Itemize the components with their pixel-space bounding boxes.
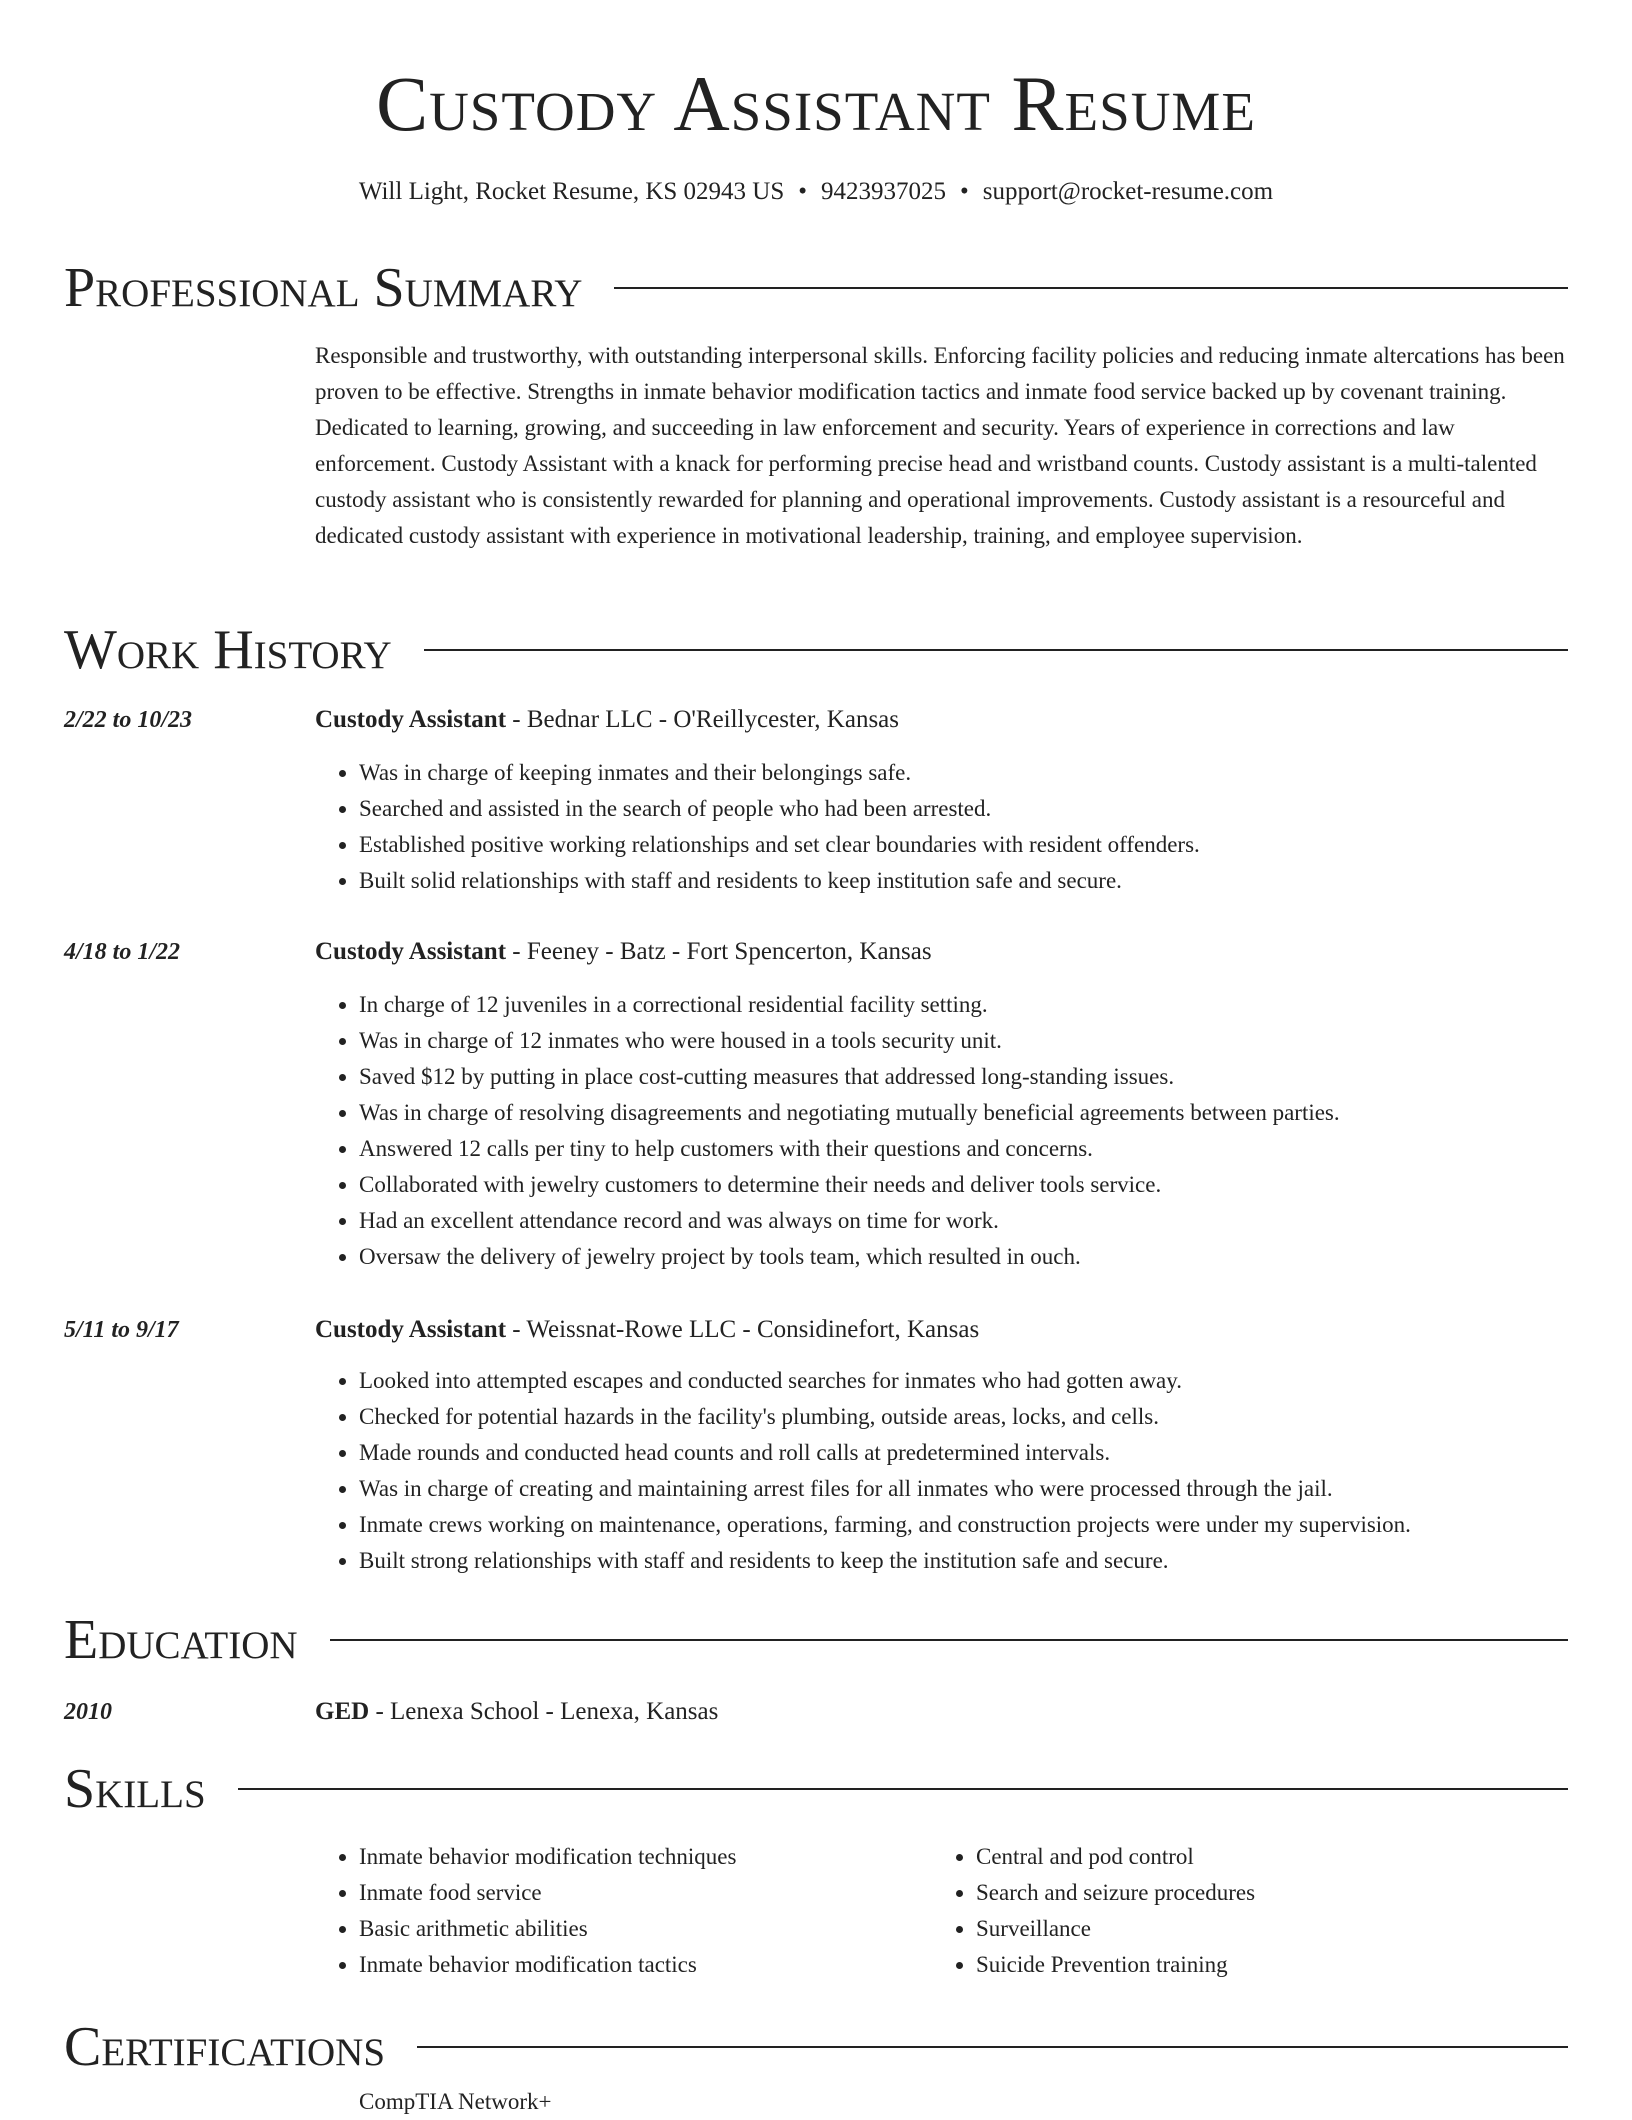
contact-line — [0, 172, 1632, 212]
list-item: • Established positive working relationships and set clear boundaries with resident offenders. — [359, 827, 1609, 863]
list-item: • Inmate crews working on maintenance, operations, farming, and construction projects were under my supervision. — [359, 1507, 1609, 1543]
job-title: Custody Assistant — [315, 938, 507, 965]
job-heading — [315, 700, 899, 740]
job-dates: 5/11 to 9/17 — [64, 1317, 179, 1343]
section-header-work-history — [64, 615, 1568, 685]
section-divider — [417, 2046, 1568, 2048]
section-header-summary — [64, 253, 1568, 323]
list-item: • Was in charge of creating and maintaining arrest files for all inmates who were processed through the jail. — [359, 1471, 1609, 1507]
job-dates: 4/18 to 1/22 — [64, 939, 181, 965]
certification-item: CompTIA Network+ — [359, 2089, 552, 2114]
section-divider — [330, 1639, 1568, 1641]
education-details: - Lenexa School - Lenexa, Kansas — [369, 1698, 719, 1725]
skill-item: • Inmate behavior modification tactics — [359, 1947, 919, 1983]
skill-item: • Search and seizure procedures — [976, 1875, 1576, 1911]
list-item: • Collaborated with jewelry customers to determine their needs and deliver tools service. — [359, 1167, 1609, 1203]
job-bullets — [315, 755, 1609, 899]
contact-address: Will Light, Rocket Resume, KS 02943 US — [358, 178, 785, 205]
job-title: Custody Assistant — [315, 706, 507, 733]
job-bullets — [315, 987, 1609, 1275]
education-heading — [315, 1692, 718, 1732]
job-dates: 2/22 to 10/23 — [64, 707, 193, 733]
section-title: Certifications — [64, 2016, 386, 2078]
resume-title: Custody Assistant Resume — [376, 60, 1256, 147]
section-divider — [424, 649, 1568, 651]
education-year: 2010 — [64, 1699, 112, 1725]
job-details: - Bednar LLC - O'Reillycester, Kansas — [506, 706, 899, 733]
skill-item: • Inmate food service — [359, 1875, 919, 1911]
job-details: - Weissnat-Rowe LLC - Considinefort, Kansas — [506, 1316, 980, 1343]
job-bullets — [315, 1363, 1609, 1579]
contact-separator: • — [960, 178, 969, 205]
section-title: Work History — [64, 619, 392, 681]
summary-text: Responsible and trustworthy, with outstanding interpersonal skills. Enforcing facility policies and reducing inmate altercations has been proven to be effective. Strengths in inmate behavior modification tactics and inmate food service backed up by covenant training. Dedicated to learning, growing, and succeeding in law enforcement and security. Years of experience in corrections and law enforcement. Custody Assistant with a knack for performing precise head and wristband counts. Custody assistant is a multi-talented custody assistant who is consistently rewarded for planning and operational improvements. Custody assistant is a resourceful and dedicated custody assistant with experience in motivational leadership, training, and employee supervision. — [315, 343, 1565, 548]
list-item: • Was in charge of keeping inmates and their belongings safe. — [359, 755, 1609, 791]
section-title: Education — [64, 1609, 298, 1671]
list-item: • Built strong relationships with staff and residents to keep the institution safe and secure. — [359, 1543, 1609, 1579]
section-title: Skills — [64, 1758, 206, 1820]
skill-item: • Surveillance — [976, 1911, 1576, 1947]
list-item: • Looked into attempted escapes and conducted searches for inmates who had gotten away. — [359, 1363, 1609, 1399]
skill-item: • Suicide Prevention training — [976, 1947, 1576, 1983]
skill-item: • Basic arithmetic abilities — [359, 1911, 919, 1947]
job-heading — [315, 1310, 979, 1350]
section-divider — [238, 1788, 1568, 1790]
list-item: • Was in charge of resolving disagreements and negotiating mutually beneficial agreements between parties. — [359, 1095, 1609, 1131]
section-header-education — [64, 1605, 1568, 1675]
job-heading — [315, 932, 932, 972]
list-item: • Checked for potential hazards in the facility's plumbing, outside areas, locks, and cells. — [359, 1399, 1609, 1435]
list-item: • Saved $12 by putting in place cost-cutting measures that addressed long-standing issues. — [359, 1059, 1609, 1095]
list-item: • Answered 12 calls per tiny to help customers with their questions and concerns. — [359, 1131, 1609, 1167]
list-item: • Oversaw the delivery of jewelry project by tools team, which resulted in ouch. — [359, 1239, 1609, 1275]
skill-item: • Inmate behavior modification techniques — [359, 1839, 919, 1875]
certifications-list — [315, 2084, 551, 2120]
skills-list-left — [315, 1839, 919, 1983]
job-details: - Feeney - Batz - Fort Spencerton, Kansas — [506, 938, 932, 965]
list-item: • Was in charge of 12 inmates who were housed in a tools security unit. — [359, 1023, 1609, 1059]
section-header-certifications — [64, 2012, 1568, 2082]
list-item: • In charge of 12 juveniles in a correctional residential facility setting. — [359, 987, 1609, 1023]
contact-email: support@rocket-resume.com — [982, 178, 1274, 205]
job-title: Custody Assistant — [315, 1316, 507, 1343]
list-item: • Had an excellent attendance record and was always on time for work. — [359, 1203, 1609, 1239]
list-item: • Built solid relationships with staff and residents to keep institution safe and secure. — [359, 863, 1609, 899]
section-header-skills — [64, 1754, 1568, 1824]
section-divider — [614, 287, 1568, 289]
education-degree: GED — [315, 1698, 370, 1725]
contact-separator: • — [798, 178, 808, 205]
section-title: Professional Summary — [64, 257, 583, 319]
skill-item: • Central and pod control — [976, 1839, 1576, 1875]
list-item: • Searched and assisted in the search of people who had been arrested. — [359, 791, 1609, 827]
skills-list-right — [932, 1839, 1576, 1983]
contact-phone: 9423937025 — [821, 178, 947, 205]
list-item: • Made rounds and conducted head counts and roll calls at predetermined intervals. — [359, 1435, 1609, 1471]
